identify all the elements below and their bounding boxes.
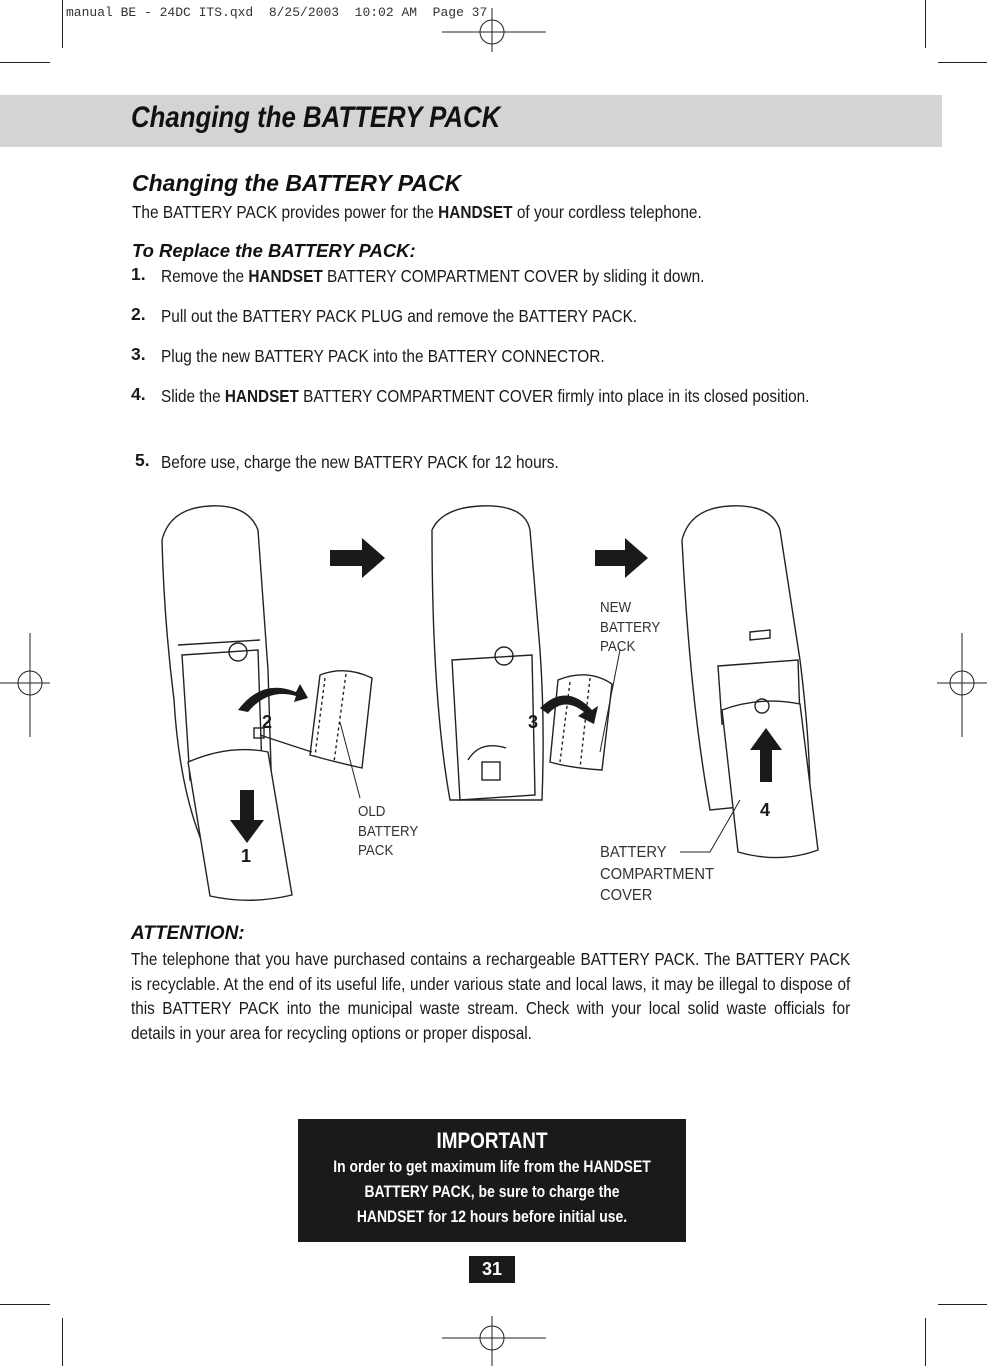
intro-text [132, 200, 702, 224]
important-title: IMPORTANT [436, 1128, 548, 1153]
step-4-before: Slide the [161, 386, 225, 406]
step-marker-1: 1 [241, 846, 252, 866]
step-1-bold: HANDSET [248, 266, 323, 286]
replace-subtitle: To Replace the BATTERY PACK: [132, 240, 416, 261]
label-battery-compartment-cover: BATTERY COMPARTMENT COVER [600, 844, 714, 904]
handset-2-outline [432, 506, 543, 800]
crop-mark-bl-v [62, 1318, 63, 1366]
important-line-3: HANDSET for 12 hours before initial use. [356, 1207, 628, 1226]
step-marker-2: 2 [262, 712, 273, 732]
step-4-text [161, 384, 854, 409]
section-title: Changing the BATTERY PACK [132, 170, 462, 196]
step-marker-4: 4 [760, 800, 771, 820]
step-marker-3: 3 [528, 712, 539, 732]
step-5-text: Before use, charge the new BATTERY PACK for 12 hours. [161, 452, 559, 472]
step-2-text: Pull out the BATTERY PACK PLUG and remove the BATTERY PACK. [161, 306, 638, 326]
print-slug: manual BE - 24DC ITS.qxd 8/25/2003 10:02 AM Page 37 [66, 5, 488, 20]
crop-mark-tl-h [0, 62, 50, 63]
step-4-after: BATTERY COMPARTMENT COVER firmly into place in its closed position. [298, 386, 810, 406]
attention-title: ATTENTION: [131, 923, 245, 944]
crop-mark-br-h [938, 1304, 987, 1305]
intro-bold: HANDSET [438, 202, 513, 222]
label-new-battery-pack: NEW BATTERY PACK [600, 600, 661, 655]
intro-before: The BATTERY PACK provides power for the [132, 202, 439, 222]
crop-mark-tl-v [62, 0, 63, 48]
step-5-number: 5. [135, 450, 150, 470]
curved-arrow-3 [540, 695, 598, 724]
step-1-before: Remove the [161, 266, 249, 286]
registration-mark-top [442, 8, 546, 52]
registration-mark-right [937, 633, 987, 737]
old-battery-pack [310, 671, 372, 768]
step-4-bold: HANDSET [224, 386, 299, 406]
curved-arrow-2 [238, 684, 308, 712]
attention-paragraph: The telephone that you have purchased contains a rechargeable BATTERY PACK. The BATTERY PACK is recyclable. At the end of its useful life, under various state and local laws, it may be illegal to dispose of this BATTERY PACK into the municipal waste stream. Check with your local solid waste officials for details in your area for recycling options or proper disposal. [131, 949, 851, 1043]
crop-mark-tr-h [938, 62, 987, 63]
registration-mark-left [0, 633, 50, 737]
step-3-text: Plug the new BATTERY PACK into the BATTERY CONNECTOR. [161, 346, 605, 366]
registration-mark-bottom [442, 1316, 546, 1366]
step-1-number: 1. [131, 264, 146, 284]
banner-title: Changing the BATTERY PACK [131, 101, 501, 134]
important-line-2: BATTERY PACK, be sure to charge the [364, 1182, 620, 1201]
step-2-number: 2. [131, 304, 146, 324]
label-old-battery-pack: OLD BATTERY PACK [358, 804, 419, 859]
step-3-number: 3. [131, 344, 146, 364]
battery-replacement-illustration [150, 500, 830, 910]
step-4-number: 4. [131, 384, 146, 404]
page-number: 31 [469, 1256, 515, 1283]
crop-mark-bl-h [0, 1304, 50, 1305]
handset-2-compartment [452, 655, 535, 800]
important-line-1: In order to get maximum life from the HANDSET [333, 1157, 651, 1176]
arrow-right-1 [330, 538, 385, 578]
step-1-text [161, 264, 704, 288]
intro-after: of your cordless telephone. [512, 202, 702, 222]
arrow-right-2 [595, 538, 648, 578]
important-notice-box [298, 1119, 686, 1242]
crop-mark-tr-v [925, 0, 926, 48]
step-1-after: BATTERY COMPARTMENT COVER by sliding it down. [322, 266, 705, 286]
crop-mark-br-v [925, 1318, 926, 1366]
